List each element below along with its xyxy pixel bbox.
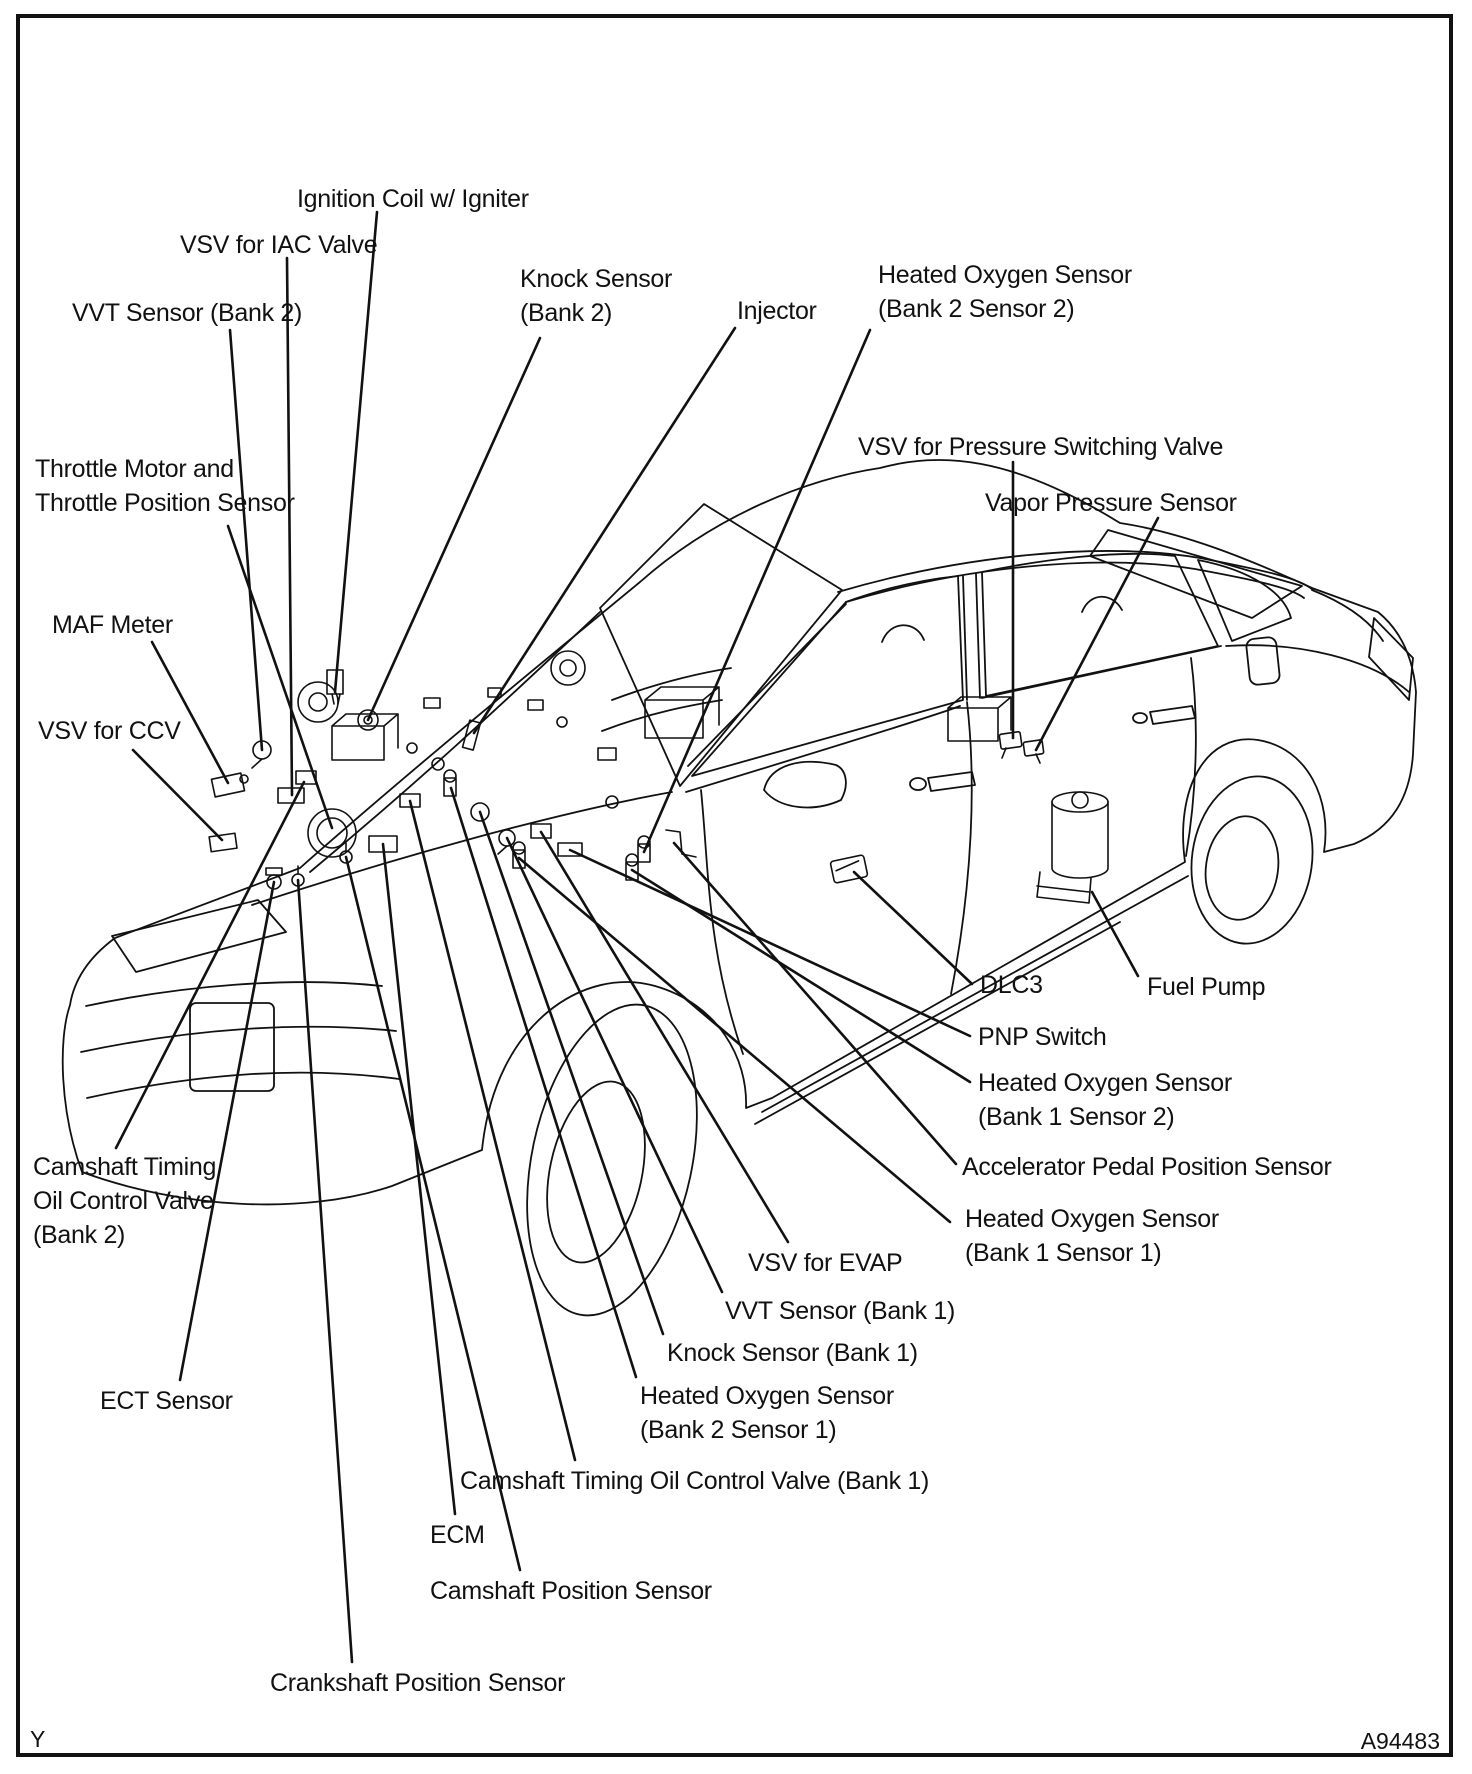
label-line: VVT Sensor (Bank 1)	[725, 1297, 956, 1325]
label-line: Throttle Position Sensor	[35, 489, 295, 517]
label-line: Crankshaft Position Sensor	[270, 1669, 566, 1697]
label-line: Camshaft Timing Oil Control Valve (Bank 1)	[460, 1467, 930, 1495]
label-camshaft-tocv-bank1	[460, 1464, 929, 1498]
label-knock-sensor-bank2	[520, 262, 672, 330]
label-line: (Bank 2)	[520, 299, 613, 327]
label-maf-meter	[52, 608, 173, 642]
label-line: Heated Oxygen Sensor	[978, 1069, 1232, 1097]
label-line: Oil Control Valve	[33, 1187, 214, 1215]
label-injector	[737, 294, 817, 328]
label-vsv-pressure-switching	[858, 430, 1223, 464]
label-line: MAF Meter	[52, 611, 173, 639]
label-line: VSV for IAC Valve	[180, 231, 378, 259]
label-line: VSV for Pressure Switching Valve	[858, 433, 1224, 461]
label-ecm	[430, 1518, 485, 1552]
label-throttle-motor-tps	[35, 452, 295, 520]
label-line: VVT Sensor (Bank 2)	[72, 299, 303, 327]
label-camshaft-position-sensor	[430, 1574, 712, 1608]
label-line: Heated Oxygen Sensor	[965, 1205, 1219, 1233]
label-line: Ignition Coil w/ Igniter	[297, 185, 529, 213]
label-line: (Bank 2 Sensor 1)	[640, 1416, 837, 1444]
label-line: VSV for CCV	[38, 717, 181, 745]
label-ho2s-bank2-sensor1	[640, 1379, 894, 1447]
label-ignition-coil	[297, 182, 529, 216]
label-ho2s-bank1-sensor1	[965, 1202, 1219, 1270]
label-line: (Bank 1 Sensor 2)	[978, 1103, 1175, 1131]
label-line: VSV for EVAP	[748, 1249, 903, 1277]
label-line: PNP Switch	[978, 1023, 1107, 1051]
label-line: Throttle Motor and	[35, 455, 234, 483]
label-pnp-switch	[978, 1020, 1107, 1054]
label-line: Heated Oxygen Sensor	[640, 1382, 894, 1410]
label-line: DLC3	[980, 971, 1043, 999]
label-ho2s-bank1-sensor2	[978, 1066, 1232, 1134]
label-line: Accelerator Pedal Position Sensor	[962, 1153, 1332, 1181]
label-vsv-ccv	[38, 714, 181, 748]
corner-code-left: Y	[30, 1726, 46, 1752]
label-line: ECT Sensor	[100, 1387, 233, 1415]
label-line: (Bank 1 Sensor 1)	[965, 1239, 1162, 1267]
label-line: Knock Sensor (Bank 1)	[667, 1339, 918, 1367]
label-fuel-pump	[1147, 970, 1265, 1004]
label-vsv-evap	[748, 1246, 902, 1280]
corner-code-right: A94483	[1360, 1728, 1440, 1754]
label-line: Vapor Pressure Sensor	[985, 489, 1237, 517]
label-line: Fuel Pump	[1147, 973, 1266, 1001]
label-line: Camshaft Position Sensor	[430, 1577, 712, 1605]
label-vvt-sensor-bank2	[72, 296, 302, 330]
label-ho2s-bank2-sensor2	[878, 258, 1132, 326]
label-vapor-pressure-sensor	[985, 486, 1237, 520]
label-line: Heated Oxygen Sensor	[878, 261, 1132, 289]
label-knock-sensor-bank1	[667, 1336, 918, 1370]
label-line: (Bank 2)	[33, 1221, 126, 1249]
label-line: Knock Sensor	[520, 265, 673, 293]
label-camshaft-tocv-bank2	[33, 1150, 216, 1252]
label-line: Injector	[737, 297, 817, 325]
label-crankshaft-position-sensor	[270, 1666, 565, 1700]
label-line: (Bank 2 Sensor 2)	[878, 295, 1075, 323]
label-dlc3	[980, 968, 1043, 1002]
label-vsv-iac	[180, 228, 377, 262]
label-ect-sensor	[100, 1384, 233, 1418]
label-vvt-sensor-bank1	[725, 1294, 955, 1328]
label-line: Camshaft Timing	[33, 1153, 217, 1181]
label-accel-pedal-sensor	[962, 1150, 1331, 1184]
label-line: ECM	[430, 1521, 485, 1549]
